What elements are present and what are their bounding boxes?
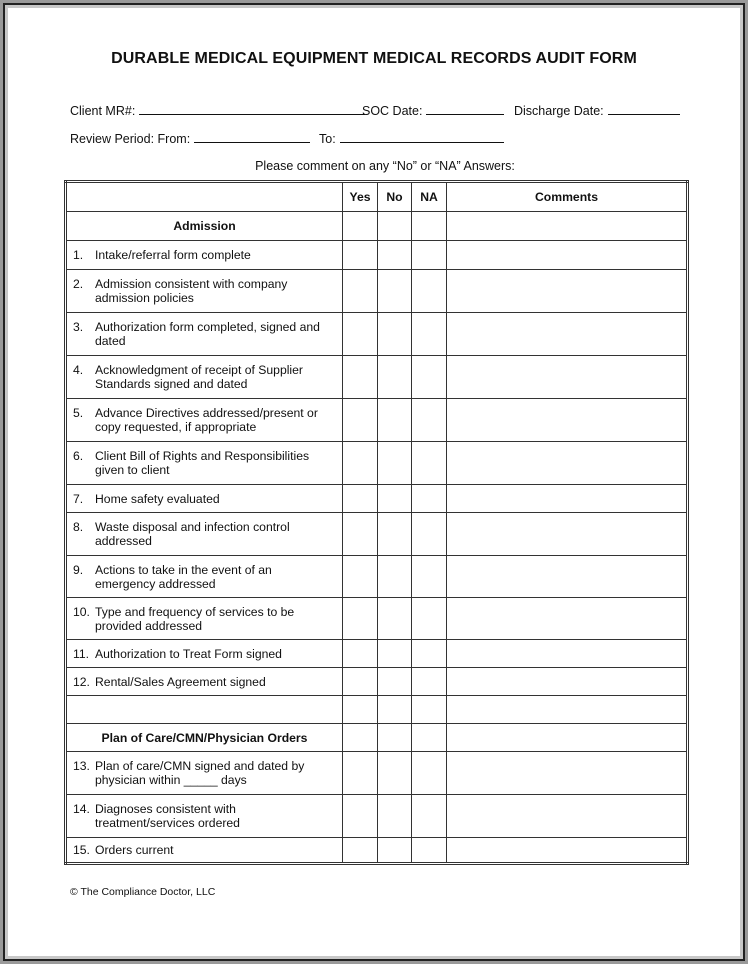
no-checkbox-cell[interactable] <box>378 241 412 270</box>
item-number: 2. <box>73 277 84 291</box>
item-cell <box>66 313 343 356</box>
yes-checkbox-cell[interactable] <box>343 241 378 270</box>
na-checkbox-cell[interactable] <box>412 668 447 696</box>
comments-cell[interactable] <box>447 513 688 556</box>
discharge-date-label: Discharge Date: <box>514 104 604 118</box>
comments-cell[interactable] <box>447 313 688 356</box>
yes-checkbox-cell[interactable] <box>343 838 378 864</box>
item-number: 14. <box>73 802 90 816</box>
item-text: Orders current <box>95 843 174 857</box>
table-row <box>66 556 688 598</box>
item-text: Type and frequency of services to be provided addressed <box>95 604 295 633</box>
comments-cell[interactable] <box>447 442 688 485</box>
comments-cell[interactable] <box>447 212 688 241</box>
item-text: Authorization to Treat Form signed <box>95 646 282 661</box>
item-cell <box>66 556 343 598</box>
copyright: © The Compliance Doctor, LLC <box>70 886 216 898</box>
item-cell <box>66 356 343 399</box>
na-checkbox-cell[interactable] <box>412 838 447 864</box>
no-checkbox-cell[interactable] <box>378 752 412 795</box>
header-yes: Yes <box>343 182 378 212</box>
item-cell <box>66 752 343 795</box>
item-text: Waste disposal and infection control addressed <box>95 520 290 548</box>
table-row <box>66 838 688 864</box>
no-checkbox-cell[interactable] <box>378 696 412 724</box>
item-text: Authorization form completed, signed and dated <box>95 320 320 348</box>
table-row <box>66 485 688 513</box>
no-checkbox-cell[interactable] <box>378 356 412 399</box>
item-cell <box>66 270 343 313</box>
to-label: To: <box>319 132 336 146</box>
table-row <box>66 442 688 485</box>
no-checkbox-cell[interactable] <box>378 838 412 864</box>
na-checkbox-cell[interactable] <box>412 696 447 724</box>
no-checkbox-cell[interactable] <box>378 212 412 241</box>
yes-checkbox-cell[interactable] <box>343 724 378 752</box>
form-title: DURABLE MEDICAL EQUIPMENT MEDICAL RECORDS AUDIT FORM <box>111 50 637 67</box>
header-na: NA <box>412 182 447 212</box>
comments-cell[interactable] <box>447 241 688 270</box>
na-checkbox-cell[interactable] <box>412 212 447 241</box>
no-checkbox-cell[interactable] <box>378 270 412 313</box>
section-heading <box>66 696 343 724</box>
item-number: 9. <box>73 562 84 577</box>
item-text: Rental/Sales Agreement signed <box>95 674 266 689</box>
item-number: 8. <box>73 520 84 534</box>
table-row <box>66 399 688 442</box>
no-checkbox-cell[interactable] <box>378 795 412 838</box>
comments-cell[interactable] <box>447 795 688 838</box>
review-period-label: Review Period: From: <box>70 132 191 146</box>
header-comments: Comments <box>447 182 688 212</box>
comments-cell[interactable] <box>447 485 688 513</box>
soc-date-field[interactable] <box>362 102 504 118</box>
na-checkbox-cell[interactable] <box>412 399 447 442</box>
item-number: 7. <box>73 491 84 506</box>
no-checkbox-cell[interactable] <box>378 668 412 696</box>
comments-cell[interactable] <box>447 640 688 668</box>
na-checkbox-cell[interactable] <box>412 513 447 556</box>
review-from-field[interactable] <box>70 130 310 146</box>
comments-cell[interactable] <box>447 668 688 696</box>
table-row <box>66 752 688 795</box>
item-cell <box>66 795 343 838</box>
comments-cell[interactable] <box>447 752 688 795</box>
item-number: 15. <box>73 843 90 857</box>
comments-cell[interactable] <box>447 696 688 724</box>
yes-checkbox-cell[interactable] <box>343 356 378 399</box>
section-row <box>66 724 688 752</box>
no-checkbox-cell[interactable] <box>378 399 412 442</box>
no-checkbox-cell[interactable] <box>378 485 412 513</box>
yes-checkbox-cell[interactable] <box>343 752 378 795</box>
no-checkbox-cell[interactable] <box>378 442 412 485</box>
item-text: Actions to take in the event of an emergency addressed <box>95 562 272 591</box>
no-checkbox-cell[interactable] <box>378 724 412 752</box>
na-checkbox-cell[interactable] <box>412 795 447 838</box>
yes-checkbox-cell[interactable] <box>343 212 378 241</box>
yes-checkbox-cell[interactable] <box>343 313 378 356</box>
table-row <box>66 668 688 696</box>
item-cell <box>66 668 343 696</box>
yes-checkbox-cell[interactable] <box>343 668 378 696</box>
yes-checkbox-cell[interactable] <box>343 696 378 724</box>
yes-checkbox-cell[interactable] <box>343 399 378 442</box>
header-item <box>66 182 343 212</box>
table-row <box>66 270 688 313</box>
item-number: 3. <box>73 320 84 334</box>
na-checkbox-cell[interactable] <box>412 752 447 795</box>
item-text: Client Bill of Rights and Responsibilities given to client <box>95 449 310 477</box>
no-checkbox-cell[interactable] <box>378 598 412 640</box>
item-number: 13. <box>73 759 90 773</box>
na-checkbox-cell[interactable] <box>412 313 447 356</box>
table-row <box>66 640 688 668</box>
comments-cell[interactable] <box>447 399 688 442</box>
table-header-row <box>66 182 688 212</box>
soc-date-label: SOC Date: <box>362 104 423 118</box>
item-text: Intake/referral form complete <box>95 248 251 262</box>
comments-cell[interactable] <box>447 270 688 313</box>
table-row <box>66 313 688 356</box>
table-row <box>66 795 688 838</box>
yes-checkbox-cell[interactable] <box>343 485 378 513</box>
item-number: 12. <box>73 674 90 689</box>
no-checkbox-cell[interactable] <box>378 313 412 356</box>
client-mr-label: Client MR#: <box>70 104 136 118</box>
yes-checkbox-cell[interactable] <box>343 270 378 313</box>
na-checkbox-cell[interactable] <box>412 270 447 313</box>
comments-cell[interactable] <box>447 556 688 598</box>
table-row <box>66 513 688 556</box>
item-cell <box>66 838 343 864</box>
item-cell <box>66 513 343 556</box>
item-cell <box>66 442 343 485</box>
section-row <box>66 696 688 724</box>
na-checkbox-cell[interactable] <box>412 485 447 513</box>
yes-checkbox-cell[interactable] <box>343 442 378 485</box>
na-checkbox-cell[interactable] <box>412 640 447 668</box>
comments-cell[interactable] <box>447 838 688 864</box>
discharge-date-field[interactable] <box>514 102 680 118</box>
no-checkbox-cell[interactable] <box>378 640 412 668</box>
item-number: 1. <box>73 248 84 262</box>
na-checkbox-cell[interactable] <box>412 356 447 399</box>
yes-checkbox-cell[interactable] <box>343 640 378 668</box>
audit-table <box>64 180 689 865</box>
no-checkbox-cell[interactable] <box>378 513 412 556</box>
item-text: Advance Directives addressed/present or copy requested, if appropriate <box>95 406 318 434</box>
item-text: Diagnoses consistent with treatment/services ordered <box>95 802 240 830</box>
item-text: Home safety evaluated <box>95 491 220 506</box>
client-mr-field[interactable] <box>70 102 365 118</box>
yes-checkbox-cell[interactable] <box>343 513 378 556</box>
table-row <box>66 598 688 640</box>
yes-checkbox-cell[interactable] <box>343 598 378 640</box>
review-to-field[interactable] <box>319 130 504 146</box>
header-no: No <box>378 182 412 212</box>
item-cell <box>66 241 343 270</box>
item-text: Acknowledgment of receipt of Supplier Standards signed and dated <box>95 363 303 391</box>
item-number: 10. <box>73 604 90 619</box>
section-heading: Plan of Care/CMN/Physician Orders <box>66 724 343 752</box>
section-heading: Admission <box>66 212 343 241</box>
na-checkbox-cell[interactable] <box>412 556 447 598</box>
no-checkbox-cell[interactable] <box>378 556 412 598</box>
item-cell <box>66 485 343 513</box>
section-row <box>66 212 688 241</box>
item-cell <box>66 640 343 668</box>
item-cell <box>66 399 343 442</box>
item-number: 4. <box>73 363 84 377</box>
item-text: Admission consistent with company admission policies <box>95 277 288 305</box>
comments-cell[interactable] <box>447 598 688 640</box>
comment-instruction: Please comment on any “No” or “NA” Answers: <box>255 159 515 173</box>
item-text: Plan of care/CMN signed and dated by physician within _____ days <box>95 759 305 787</box>
na-checkbox-cell[interactable] <box>412 241 447 270</box>
na-checkbox-cell[interactable] <box>412 442 447 485</box>
item-number: 11. <box>73 646 90 661</box>
table-row <box>66 241 688 270</box>
na-checkbox-cell[interactable] <box>412 598 447 640</box>
yes-checkbox-cell[interactable] <box>343 556 378 598</box>
yes-checkbox-cell[interactable] <box>343 795 378 838</box>
item-cell <box>66 598 343 640</box>
item-number: 6. <box>73 449 84 463</box>
na-checkbox-cell[interactable] <box>412 724 447 752</box>
comments-cell[interactable] <box>447 724 688 752</box>
table-row <box>66 356 688 399</box>
item-number: 5. <box>73 406 84 420</box>
comments-cell[interactable] <box>447 356 688 399</box>
